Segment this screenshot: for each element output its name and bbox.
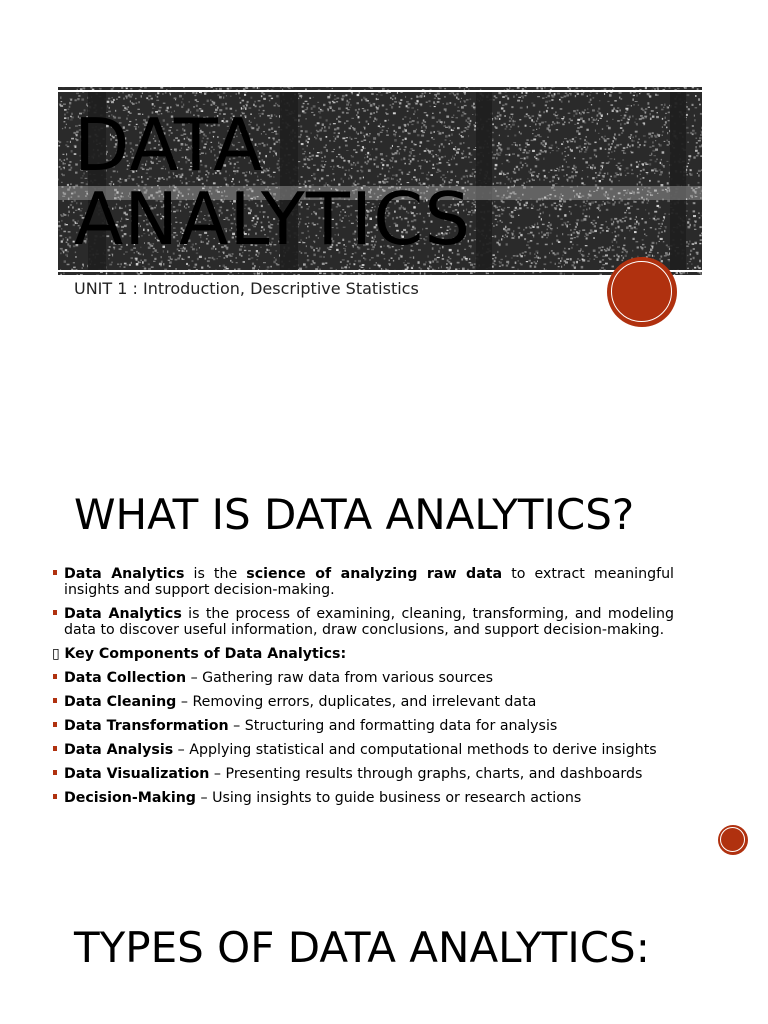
bullet-item <box>52 606 674 638</box>
slide-subtitle: UNIT 1 : Introduction, Descriptive Statistics <box>74 279 419 298</box>
bullet-text: is the process of examining, cleaning, transforming, and modeling data to discover useful information, draw conclusions, and support decision-making. <box>64 606 674 638</box>
bullet-bold-text: Data Collection <box>64 670 187 686</box>
title-line-2: ANALYTICS <box>74 177 472 261</box>
bullet-item <box>52 566 674 598</box>
bullet-item <box>52 718 674 734</box>
bullet-item <box>52 742 674 758</box>
bullet-text: to extract meaningful insights and support decision-making. <box>64 566 674 598</box>
bullet-text: – Presenting results through graphs, charts, and dashboards <box>209 766 643 782</box>
slide2-heading: WHAT IS DATA ANALYTICS? <box>74 490 635 539</box>
bullet-bold-text: Data Analytics <box>64 566 185 582</box>
title-line-1: DATA <box>74 103 264 187</box>
bullet-text: is the <box>184 566 247 582</box>
bullet-item <box>52 646 674 662</box>
bullet-bold-text: Decision-Making <box>64 790 196 806</box>
bullet-item <box>52 670 674 686</box>
bullet-bold-text: Data Analytics <box>64 606 182 622</box>
title-slide <box>0 0 768 400</box>
bullet-bold-text: Data Transformation <box>64 718 229 734</box>
bullet-bold-text: Data Visualization <box>64 766 210 782</box>
slide3-heading: TYPES OF DATA ANALYTICS: <box>74 923 650 972</box>
bullet-text: – Structuring and formatting data for analysis <box>228 718 558 734</box>
bullet-item <box>52 790 674 806</box>
bullet-list <box>52 566 674 806</box>
bullet-item <box>52 694 674 710</box>
bullet-item <box>52 766 674 782</box>
accent-circle-small <box>718 825 748 855</box>
bullet-bold-text: science of analyzing raw data <box>246 566 503 582</box>
bullet-text: – Applying statistical and computational methods to derive insights <box>173 742 657 758</box>
bullet-bold-text: Key Components of Data Analytics: <box>64 646 347 662</box>
bullet-text: – Removing errors, duplicates, and irrelevant data <box>176 694 537 710</box>
bullet-text: – Gathering raw data from various sources <box>186 670 494 686</box>
slide-title <box>74 103 472 261</box>
accent-circle <box>607 257 677 327</box>
bullet-bold-text: Data Analysis <box>64 742 174 758</box>
bullet-bold-text: Data Cleaning <box>64 694 177 710</box>
bullet-text: ▯ <box>52 646 65 662</box>
bullet-text: – Using insights to guide business or research actions <box>195 790 582 806</box>
